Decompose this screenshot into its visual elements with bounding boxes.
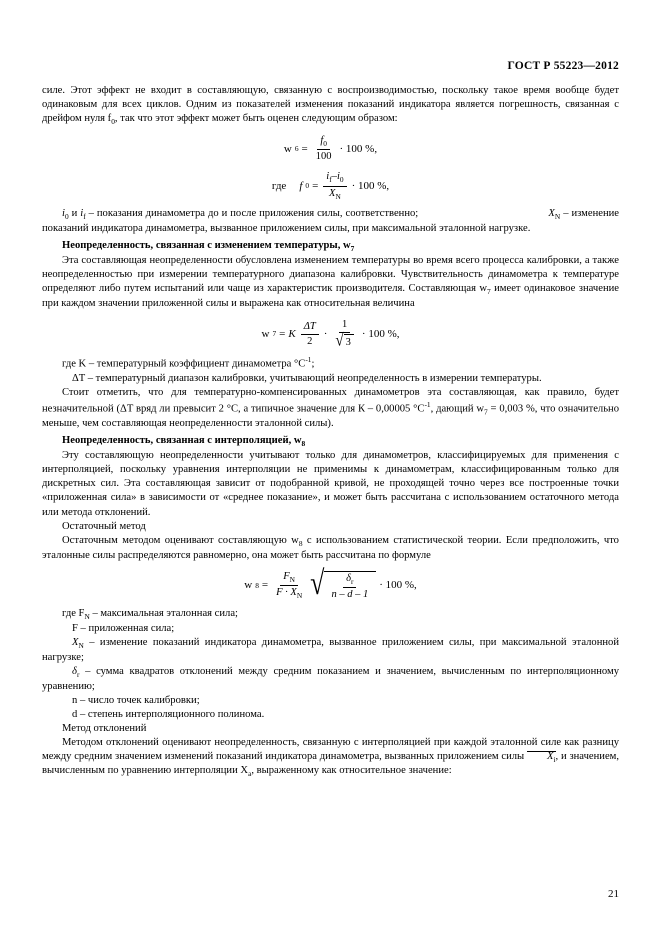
formula-f0-where: где: [271, 179, 287, 192]
formula-w8-inner-fraction: [328, 573, 371, 601]
legend-xn: X: [548, 207, 555, 219]
legend-fn-sub: N: [84, 611, 90, 621]
paragraph-note-temp-sub: 7: [484, 407, 488, 417]
formula-w8-lhs: w: [244, 579, 253, 592]
formula-f0-den: X: [329, 187, 336, 199]
paragraph-intro-cont: , так что этот эффект может быть оценен следующим образом:: [114, 113, 398, 125]
paragraph-note-temp-b: , дающий w: [430, 403, 485, 415]
formula-w8-inner-num: δ: [346, 572, 352, 584]
paragraph-residual-a: Остаточным методом оценивают составляющую w: [62, 534, 299, 546]
paragraph-residual: [42, 534, 619, 563]
formula-w6-den: 100: [315, 151, 332, 163]
legend-d: d – степень интерполяционного полинома.: [72, 708, 265, 720]
formula-w6-num-sub: 0: [323, 139, 327, 149]
formula-w7-lhs: w: [261, 327, 270, 340]
paragraph-note-temp: [42, 386, 619, 432]
legend-delta-r-sub: r: [76, 669, 80, 679]
formula-w7-sqrt-num: 1: [339, 319, 350, 333]
paragraph-deviation-x-sub: i: [553, 755, 556, 765]
page-header: ГОСТ Р 55223—2012: [507, 60, 619, 72]
formula-w6: [42, 135, 619, 163]
formula-w6-equals: =: [301, 142, 308, 155]
formula-f0-tail: · 100 %,: [351, 179, 390, 192]
paragraph-deviation-a: Методом отклонений оценивают неопределенность, связанную с интерполяцией при каждой эталонной силе как разницу между средним значением изменений показаний индикатора динамометра, вызванных приложением силы: [42, 737, 619, 763]
legend-fn-text: где F: [62, 607, 85, 619]
legend-xn-desc: – изменение показаний индикатора динамометра, вызванное приложением силы, при максимальной эталонной нагрузке.: [42, 207, 619, 234]
legend-k-sup: -1: [305, 354, 312, 364]
heading-temperature-text: Неопределенность, связанная с изменением температуры, w: [62, 240, 351, 252]
legend-k-end: ;: [311, 358, 315, 370]
legend-i-desc: – показания динамометра до и после приложения силы, соответственно;: [85, 207, 419, 219]
formula-w7: [42, 319, 619, 349]
formula-f0-num-a: i: [326, 171, 330, 183]
page-number: 21: [608, 888, 619, 900]
subheading-residual-method: Остаточный метод: [62, 520, 146, 532]
subheading-deviation-method: Метод отклонений: [62, 723, 147, 735]
legend-xn-2-sub: N: [78, 640, 84, 650]
paragraph-deviation: [42, 736, 619, 779]
paragraph-deviation-c: , выраженному как относительное значение:: [251, 765, 452, 777]
heading-interpolation-text: Неопределенность, связанная с интерполяцией, w: [62, 435, 302, 447]
formula-w7-tail: · 100 %,: [361, 327, 400, 340]
paragraph-note-temp-c: = 0,003 %, что означительно меньше, чем составляющая неопределенности эталонной силы).: [42, 403, 620, 430]
formula-w7-lhs-sub: 7: [272, 329, 277, 339]
formula-f0-num-b-sub: 0: [339, 175, 344, 185]
paragraph-temperature: [42, 254, 619, 311]
formula-w8-tail: · 100 %,: [379, 579, 417, 592]
legend-if: i: [80, 207, 84, 219]
paragraph-note-temp-a: Стоит отметить, что для температурно-компенсированных динамометров эта составляющая, как правило, будет незначительной (ΔT вряд ли превысит 2 °С, а типичное значение для К – 0,00005 °С: [42, 386, 619, 415]
formula-f0-lhs: f: [299, 179, 303, 192]
paragraph-intro: [42, 84, 619, 127]
legend-fn-end: – максимальная эталонная сила;: [89, 607, 238, 619]
heading-temperature-sub: 7: [350, 244, 355, 254]
formula-f0: [42, 171, 619, 201]
paragraph-temperature-cont: имеет одинаковое значение при каждом значении приложенной силы и выражена как относительная величина: [42, 283, 619, 310]
formula-f0-fraction: [323, 171, 346, 201]
paragraph-residual-b: с использованием статистической теории. Если предположить, что эталонные силы распределяются равномерно, она может быть рассчитана по формуле: [42, 534, 619, 561]
legend-delta-r-text: δ: [72, 665, 77, 677]
paragraph-deviation-b: , и значением, вычисленным по уравнению интерполяции X: [42, 751, 620, 777]
formula-w7-fraction-sqrt: [332, 319, 356, 349]
formula-f0-num-b: i: [336, 171, 340, 183]
paragraph-deviation-sub2: a: [248, 769, 252, 779]
paragraph-intro-text: силе. Этот эффект не входит в составляющую, связанную с воспроизводимостью, поскольку такое время вообще будет одинаковым для всех циклов. Одним из показателей изменения показаний индикатора является погрешность, связанная с дрейфом нуля f: [42, 85, 619, 125]
formula-w7-sqrt-body: 3: [344, 334, 354, 349]
formula-f0-den-sub: N: [335, 191, 341, 201]
legend-n: n – число точек калибровки;: [72, 694, 200, 706]
formula-w7-fraction-dt: [301, 321, 319, 348]
formula-w7-sqrt: √ 3: [335, 334, 353, 349]
formula-w8-den: F · X: [276, 587, 297, 599]
formula-w6-num: f: [320, 135, 324, 147]
document-body: [42, 84, 619, 779]
subscript-zero: 0: [111, 117, 115, 127]
legend-k-text: где K – температурный коэффициент динамометра °С: [62, 358, 306, 370]
formula-w8-inner-num-sub: r: [351, 576, 354, 586]
legend-f: F – приложенная сила;: [72, 622, 175, 634]
formula-w8-lhs-sub: 8: [255, 580, 259, 590]
formula-w7-dot: ·: [323, 327, 328, 340]
paragraph-temperature-sub: 7: [487, 287, 491, 297]
heading-interpolation-sub: 8: [301, 439, 306, 449]
formula-w6-tail: · 100 %,: [339, 142, 378, 155]
formula-w8-fraction: [273, 571, 305, 601]
heading-interpolation: [42, 434, 619, 449]
paragraph-interpolation: Эту составляющую неопределенности учитывают только для динамометров, классифицируемых для применения с интерполяцией, поскольку уравнения интерполяции не применимы к динамометрам, классифицированным только для дискретных сил. Эта составляющая зависит от подобранной кривой, не проходящей точно через все построенные точки «приложенная сила» в зависимости от «среднее показание», и может быть рассчитана с использованием остаточного метода или метода отклонений.: [42, 450, 619, 518]
formula-w7-dt-den: 2: [307, 335, 313, 347]
formula-w7-dt-num: ΔT: [301, 321, 319, 335]
formula-w6-lhs: w: [283, 142, 292, 155]
formula-w6-lhs-sub: 6: [294, 144, 299, 154]
formula-w6-fraction: [313, 135, 335, 163]
legend-xn-2: [42, 636, 619, 665]
legend-xn-2-end: – изменение показаний индикатора динамометра, вызванное приложением силы, при максимальной эталонной нагрузке;: [42, 636, 619, 663]
formula-w8-den-sub: N: [296, 591, 303, 601]
formula-w7-k: K: [288, 327, 296, 340]
formula-w8-sqrt: √ $\frac{\delta_r}{n - d - 1}$: [310, 571, 376, 601]
legend-xn-sub: N: [554, 212, 561, 222]
formula-f0-num-minus: –: [331, 171, 337, 183]
formula-w8-num: F: [283, 570, 290, 582]
paragraph-deviation-x: X: [546, 751, 554, 763]
formula-w8-inner-den: n – d – 1: [331, 589, 369, 601]
formula-f0-num-a-sub: f: [329, 175, 332, 185]
paragraph-temperature-text: Эта составляющая неопределенности обусловлена изменением температуры во время всего процесса калибровки, а также неопределенностью при измерении температурного диапазона калибровки. Чувствительность динамометра к температуре определяют либо путем испытаний или чаще из характеристик производителя. Составляющая w: [42, 254, 619, 295]
formula-w8-num-sub: N: [289, 574, 296, 584]
legend-i0: i: [62, 207, 65, 219]
paragraph-note-temp-sup: -1: [424, 399, 431, 409]
legend-i0-if: $i_0$ и $i_f$ – показания динамометра до и после приложения силы, соответственно; $X_N$ – изменение показаний индикатора динамометра, вызванное приложением силы, при максимальной эталонной нагрузке.: [42, 207, 619, 234]
legend-delta-t: ΔT – температурный диапазон калибровки, учитывающий неопределенность в измерении температуры.: [72, 372, 542, 384]
legend-xn-2-text: X: [72, 636, 79, 648]
paragraph-residual-sub: 8: [298, 538, 303, 548]
formula-f0-lhs-sub: 0: [305, 181, 310, 191]
legend-delta-r-end: – сумма квадратов отклонений между средним показанием и значением, вычисленным по интерполяционному уравнению;: [42, 665, 619, 692]
heading-temperature: [42, 239, 619, 254]
formula-f0-equals: =: [312, 179, 319, 192]
formula-w8-equals: =: [261, 579, 269, 592]
legend-k: [42, 355, 619, 372]
formula-w8: [42, 563, 619, 602]
formula-w7-equals: =: [279, 327, 286, 340]
legend-and: и: [68, 207, 81, 219]
legend-delta-r: [42, 665, 619, 694]
legend-fn: [42, 607, 619, 622]
